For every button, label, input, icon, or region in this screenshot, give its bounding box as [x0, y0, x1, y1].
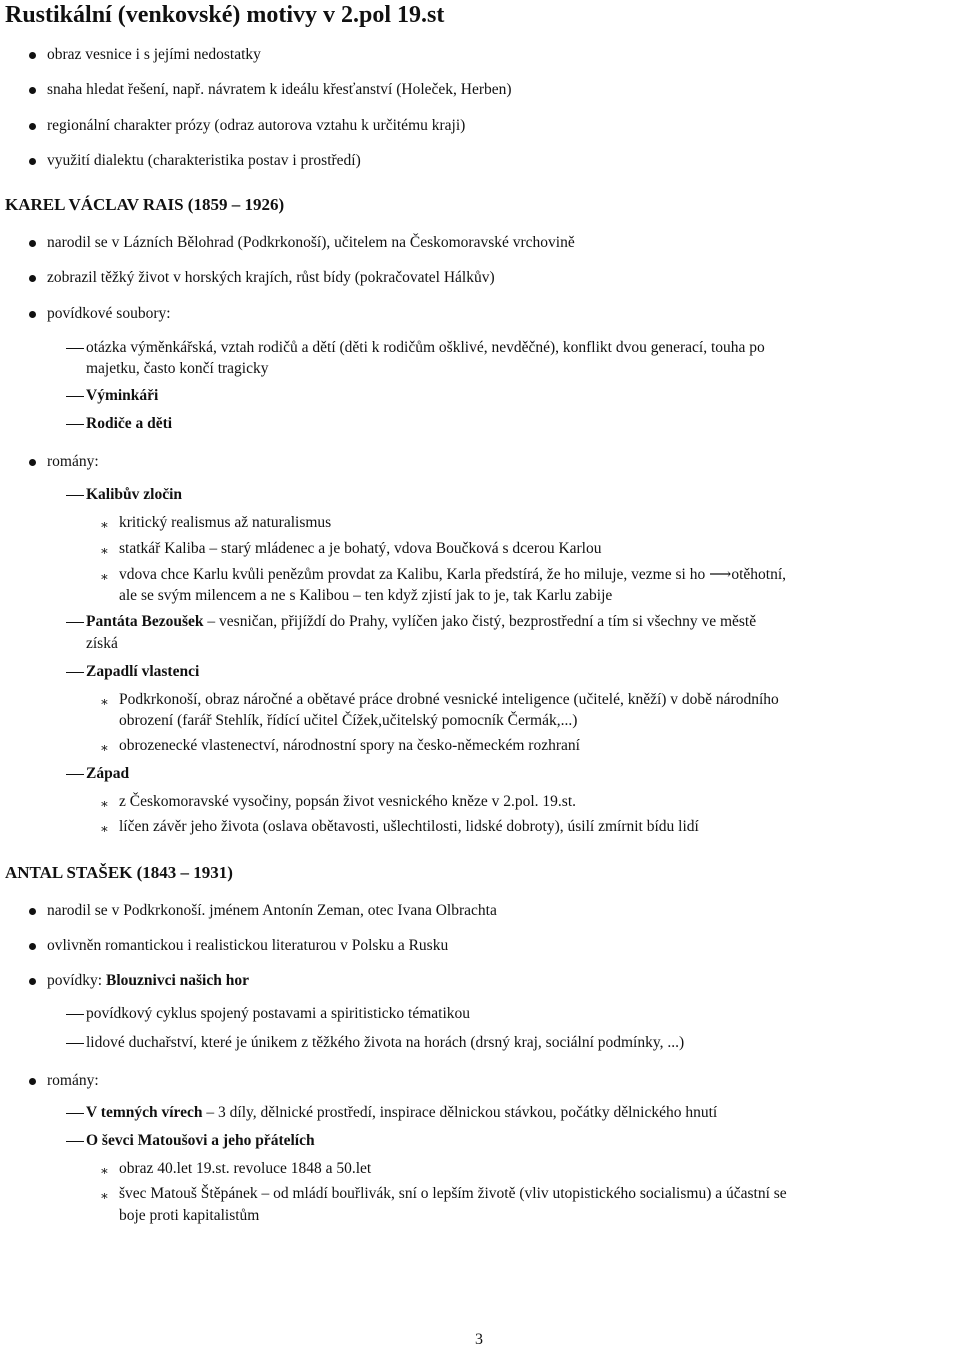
dash-icon	[66, 1113, 84, 1114]
work-title-text: Kalibův zločin	[86, 486, 183, 503]
work-description: – 3 díly, dělnické prostředí, inspirace dělnickou stávkou, počátky dělnického hnutí	[202, 1104, 718, 1121]
work-title	[86, 763, 956, 784]
list-item: romány:	[47, 453, 99, 470]
bullet-dot-icon	[29, 240, 36, 247]
list-item: obraz vesnice i s jejími nedostatky	[47, 46, 261, 63]
work-entry	[86, 1102, 956, 1123]
work-title	[86, 1130, 956, 1151]
bullet-dot-icon	[29, 52, 36, 59]
list-item: obraz 40.let 19.st. revoluce 1848 a 50.let	[119, 1160, 372, 1177]
asterisk-icon: ∗	[100, 821, 109, 836]
list-item	[47, 970, 249, 991]
work-title-text: Rodiče a děti	[86, 415, 173, 432]
dash-icon	[66, 1014, 84, 1015]
list-item: z Českomoravské vysočiny, popsán život vesnického kněze v 2.pol. 19.st.	[119, 793, 577, 810]
asterisk-icon: ∗	[100, 569, 109, 584]
dash-icon	[66, 1141, 84, 1142]
list-item: snaha hledat řešení, např. návratem k ideálu křesťanství (Holeček, Herben)	[47, 81, 512, 98]
bullet-dot-icon	[29, 311, 36, 318]
list-item: ovlivněn romantickou i realistickou literaturou v Polsku a Rusku	[47, 937, 449, 954]
page-number: 3	[475, 1331, 483, 1348]
bullet-dot-icon	[29, 908, 36, 915]
bullet-dot-icon	[29, 87, 36, 94]
asterisk-icon: ∗	[100, 1188, 109, 1203]
list-item: povídkový cyklus spojený postavami a spiritisticko tématikou	[86, 1005, 471, 1022]
list-item: kritický realismus až naturalismus	[119, 514, 332, 531]
asterisk-icon: ∗	[100, 796, 109, 811]
asterisk-icon: ∗	[100, 1163, 109, 1178]
dash-icon	[66, 1043, 84, 1044]
page-title: Rustikální (venkovské) motivy v 2.pol 19.st	[5, 2, 445, 28]
asterisk-icon: ∗	[100, 517, 109, 532]
list-item: využití dialektu (charakteristika postav i prostředí)	[47, 152, 361, 169]
work-title	[86, 484, 956, 505]
list-item-continuation: boje proti kapitalistům	[119, 1207, 260, 1224]
dash-icon	[66, 424, 84, 425]
right-arrow-icon: ⟶	[709, 566, 732, 583]
work-title	[86, 413, 956, 434]
dash-icon	[66, 774, 84, 775]
work-title-text: Výminkáři	[86, 387, 159, 404]
list-item-continuation: získá	[86, 635, 118, 652]
list-item-continuation: ale se svým milencem a ne s Kalibou – ten když zjistí jak to je, tak Karlu zabije	[119, 587, 613, 604]
work-title-text: V temných vírech	[86, 1104, 203, 1121]
work-title-text: Zapadlí vlastenci	[86, 663, 200, 680]
list-item	[119, 564, 959, 585]
bullet-dot-icon	[29, 943, 36, 950]
asterisk-icon: ∗	[100, 740, 109, 755]
list-item: povídkové soubory:	[47, 305, 171, 322]
bullet-dot-icon	[29, 459, 36, 466]
work-entry	[86, 611, 956, 632]
work-title-text: Blouznivci našich hor	[106, 972, 249, 989]
list-item: líčen závěr jeho života (oslava obětavosti, ušlechtilosti, lidské dobroty), úsilí zmírnit bídu lidí	[119, 818, 699, 835]
section-heading-stasek: ANTAL STAŠEK (1843 – 1931)	[5, 863, 233, 882]
list-item-text: otěhotní,	[731, 566, 787, 583]
list-item: Podkrkonoší, obraz náročné a obětavé práce drobné vesnické inteligence (učitelé, kněží) v době národního	[119, 691, 779, 708]
work-title	[86, 661, 956, 682]
work-description: – vesničan, přijíždí do Prahy, vylíčen jako čistý, bezprostřední a tím si všechny ve městě	[203, 613, 757, 630]
list-item: romány:	[47, 1072, 99, 1089]
bullet-dot-icon	[29, 1078, 36, 1085]
list-item: regionální charakter prózy (odraz autorova vztahu k určitému kraji)	[47, 117, 466, 134]
dash-icon	[66, 495, 84, 496]
list-item: narodil se v Podkrkonoší. jménem Antonín Zeman, otec Ivana Olbrachta	[47, 902, 497, 919]
list-item-label: povídky:	[47, 972, 106, 989]
list-item: švec Matouš Štěpánek – od mládí bouřlivák, sní o lepším životě (vliv utopistického socialismu) a účastní se	[119, 1185, 787, 1202]
dash-icon	[66, 622, 84, 623]
asterisk-icon: ∗	[100, 694, 109, 709]
dash-icon	[66, 396, 84, 397]
bullet-dot-icon	[29, 275, 36, 282]
list-item: lidové duchařství, které je únikem z těžkého života na horách (drsný kraj, sociální podmínky, ...)	[86, 1034, 685, 1051]
list-item: otázka výměnkářská, vztah rodičů a dětí (děti k rodičům ošklivé, nevděčné), konflikt dvou generací, touha po	[86, 339, 765, 356]
list-item: statkář Kaliba – starý mládenec a je bohatý, vdova Boučková s dcerou Karlou	[119, 540, 602, 557]
dash-icon	[66, 672, 84, 673]
work-title-text: Západ	[86, 765, 130, 782]
bullet-dot-icon	[29, 158, 36, 165]
bullet-dot-icon	[29, 978, 36, 985]
work-title-text: O ševci Matoušovi a jeho přátelích	[86, 1132, 315, 1149]
list-item-text: vdova chce Karlu kvůli penězům provdat za Kalibu, Karla předstírá, že ho miluje, vezme si ho	[119, 566, 706, 583]
bullet-dot-icon	[29, 123, 36, 130]
list-item: zobrazil těžký život v horských krajích, růst bídy (pokračovatel Hálkův)	[47, 269, 495, 286]
list-item-continuation: majetku, často končí tragicky	[86, 360, 269, 377]
list-item: narodil se v Lázních Bělohrad (Podkrkonoší), učitelem na Českomoravské vrchovině	[47, 234, 575, 251]
work-title	[86, 385, 956, 406]
work-title-text: Pantáta Bezoušek	[86, 613, 204, 630]
section-heading-rais: KAREL VÁCLAV RAIS (1859 – 1926)	[5, 195, 285, 214]
list-item-continuation: obrození (farář Stehlík, řídící učitel Čížek,učitelský pomocník Čermák,...)	[119, 712, 578, 729]
list-item: obrozenecké vlastenectví, národnostní spory na česko-německém rozhraní	[119, 737, 580, 754]
asterisk-icon: ∗	[100, 543, 109, 558]
dash-icon	[66, 348, 84, 349]
